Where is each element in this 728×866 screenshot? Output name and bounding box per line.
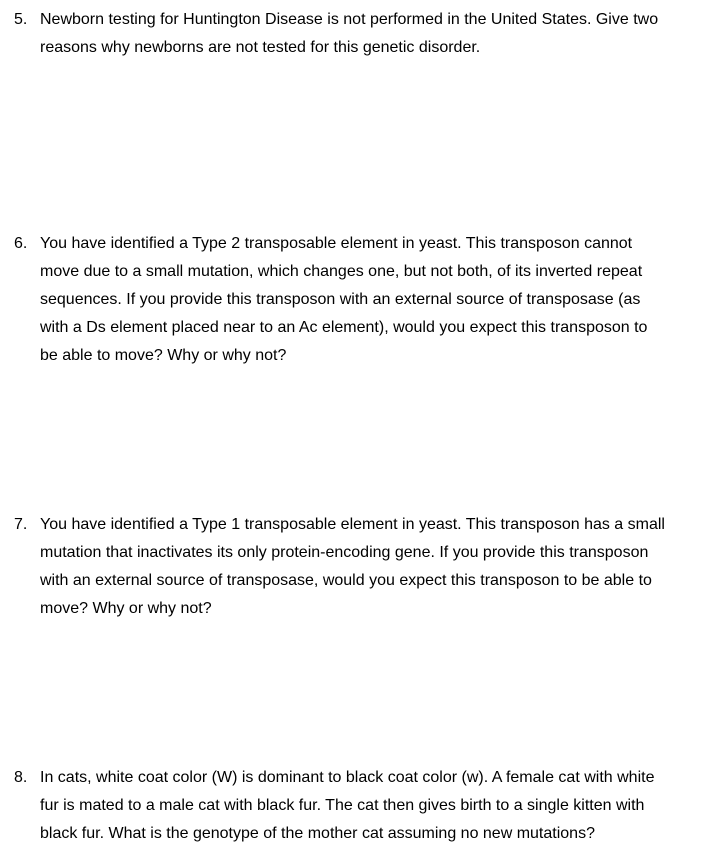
question-number: 8.	[14, 769, 28, 786]
question-number: 6.	[14, 235, 28, 252]
question-text	[40, 764, 724, 848]
question-line: move due to a small mutation, which changes one, but not both, of its inverted repeat	[40, 263, 643, 280]
question-line: move? Why or why not?	[40, 600, 212, 617]
question-line: black fur. What is the genotype of the mother cat assuming no new mutations?	[40, 825, 595, 842]
question-text	[40, 511, 724, 623]
question-line: sequences. If you provide this transposon with an external source of transposase (as	[40, 291, 641, 308]
question-number: 7.	[14, 516, 28, 533]
question-line: mutation that inactivates its only protein-encoding gene. If you provide this transposon	[40, 544, 649, 561]
question-line: be able to move? Why or why not?	[40, 347, 287, 364]
question-line: You have identified a Type 1 transposable element in yeast. This transposon has a small	[40, 516, 665, 533]
question-text	[40, 230, 724, 370]
question-line: Newborn testing for Huntington Disease is not performed in the United States. Give two	[40, 11, 659, 28]
question-number: 5.	[14, 11, 28, 28]
question-text	[40, 6, 724, 62]
question-line: reasons why newborns are not tested for this genetic disorder.	[40, 39, 481, 56]
question-line: fur is mated to a male cat with black fur. The cat then gives birth to a single kitten with	[40, 797, 645, 814]
question-line: with a Ds element placed near to an Ac element), would you expect this transposon to	[40, 319, 648, 336]
question-line: In cats, white coat color (W) is dominant to black coat color (w). A female cat with white	[40, 769, 655, 786]
question-line: You have identified a Type 2 transposable element in yeast. This transposon cannot	[40, 235, 633, 252]
question-line: with an external source of transposase, would you expect this transposon to be able to	[40, 572, 652, 589]
